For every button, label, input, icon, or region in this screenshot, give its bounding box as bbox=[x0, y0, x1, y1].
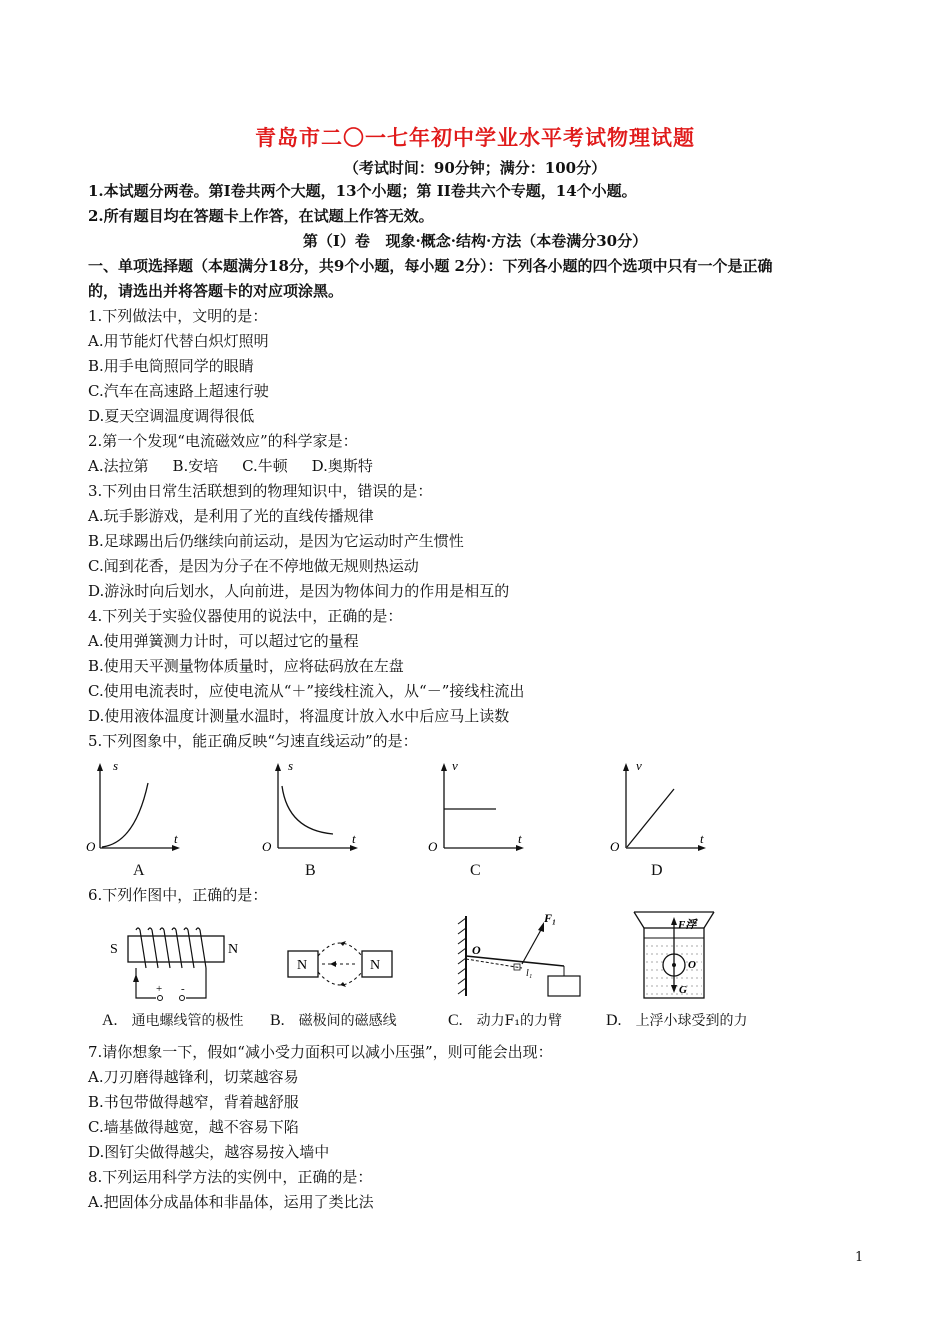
magnet-left-label: N bbox=[297, 958, 308, 973]
page-number: 1 bbox=[855, 1250, 864, 1265]
question-7-option-b: B.书包带做得越窄，背着越舒服 bbox=[88, 1093, 299, 1111]
question-7-option-d: D.图钉尖做得越尖，越容易按入墙中 bbox=[88, 1143, 330, 1161]
figure-d-text: 上浮小球受到的力 bbox=[635, 1013, 748, 1029]
figure-c-caption bbox=[448, 1010, 562, 1030]
magnet-right-label: N bbox=[370, 958, 381, 973]
figure-ball bbox=[632, 908, 722, 1004]
question-1-stem: 1.下列做法中，文明的是： bbox=[88, 307, 268, 325]
part-one-instructions-2: 的，请选出并将答题卡的对应项涂黑。 bbox=[88, 282, 344, 300]
question-1-option-b: B.用手电筒照同学的眼睛 bbox=[88, 357, 254, 375]
graph-c-x-label: t bbox=[518, 831, 522, 846]
graph-a-origin: O bbox=[86, 839, 96, 854]
note-2: 2.所有题目均在答题卡上作答，在试题上作答无效。 bbox=[88, 207, 434, 225]
question-3-option-a: A.玩手影游戏，是利用了光的直线传播规律 bbox=[88, 507, 374, 525]
graph-c bbox=[424, 758, 544, 858]
figure-b-caption bbox=[270, 1010, 397, 1030]
ball-buoyancy-label: F浮 bbox=[678, 919, 697, 931]
question-4-option-c: C.使用电流表时，应使电流从“＋”接线柱流入，从“－”接线柱流出 bbox=[88, 682, 525, 700]
figure-lever bbox=[452, 908, 592, 1004]
question-1-option-c: C.汽车在高速路上超速行驶 bbox=[88, 382, 269, 400]
part-one-instructions-1: 一、单项选择题（本题满分18分，共9个小题，每小题 2分）：下列各小题的四个选项中只有一个是正确 bbox=[88, 257, 773, 275]
graph-b-y-label: s bbox=[288, 758, 294, 773]
figure-a-caption bbox=[102, 1010, 244, 1030]
question-1-option-d: D.夏天空调温度调得很低 bbox=[88, 407, 255, 425]
note-1: 1.本试题分两卷。第Ⅰ卷共两个大题，13个小题；第 II卷共六个专题，14个小题。 bbox=[88, 182, 637, 200]
graph-d-x-label: t bbox=[700, 831, 704, 846]
question-3-option-c: C.闻到花香，是因为分子在不停地做无规则热运动 bbox=[88, 557, 419, 575]
figure-d-letter: D. bbox=[606, 1012, 622, 1029]
graph-b-curve bbox=[282, 786, 333, 834]
question-1-option-a: A.用节能灯代替白炽灯照明 bbox=[88, 332, 269, 350]
question-4-stem: 4.下列关于实验仪器使用的说法中，正确的是： bbox=[88, 607, 403, 625]
graph-c-letter: C bbox=[470, 862, 481, 879]
solenoid-s-label: S bbox=[110, 942, 118, 957]
page-title: 青岛市二〇一七年初中学业水平考试物理试题 bbox=[255, 126, 695, 150]
question-6-stem: 6.下列作图中，正确的是： bbox=[88, 886, 268, 904]
question-8-stem: 8.下列运用科学方法的实例中，正确的是： bbox=[88, 1168, 373, 1186]
graph-b-x-label: t bbox=[352, 831, 356, 846]
lever-force-label: F₁ bbox=[544, 911, 557, 925]
graph-a bbox=[80, 758, 200, 858]
question-7-stem: 7.请你想象一下，假如“减小受力面积可以减小压强”，则可能会出现： bbox=[88, 1043, 553, 1061]
graph-d bbox=[606, 758, 726, 858]
figure-c-text: 动力F₁的力臂 bbox=[476, 1013, 562, 1029]
graph-a-x-label: t bbox=[174, 831, 178, 846]
graph-b bbox=[258, 758, 378, 858]
graph-a-y-label: s bbox=[113, 758, 119, 773]
figure-a-letter: A. bbox=[102, 1012, 118, 1029]
question-7-option-a: A.刀刃磨得越锋利，切菜越容易 bbox=[88, 1068, 299, 1086]
graph-d-y-label: v bbox=[636, 758, 642, 773]
figure-b-letter: B. bbox=[270, 1012, 285, 1029]
figure-b-text: 磁极间的磁感线 bbox=[298, 1013, 397, 1029]
figure-solenoid bbox=[106, 922, 246, 1004]
exam-info: （考试时间：90分钟；满分：100分） bbox=[343, 159, 607, 177]
ball-center-label: O bbox=[688, 959, 696, 971]
question-2-stem: 2.第一个发现“电流磁效应”的科学家是： bbox=[88, 432, 358, 450]
graph-c-origin: O bbox=[428, 839, 438, 854]
figure-d-caption bbox=[606, 1010, 748, 1030]
graph-b-letter: B bbox=[305, 862, 316, 879]
solenoid-plus-label: + bbox=[156, 983, 163, 995]
question-3-option-d: D.游泳时向后划水，人向前进，是因为物体间力的作用是相互的 bbox=[88, 582, 510, 600]
figure-c-letter: C. bbox=[448, 1012, 463, 1029]
question-8-option-a: A.把固体分成晶体和非晶体，运用了类比法 bbox=[88, 1193, 374, 1211]
figure-magnets bbox=[282, 928, 402, 998]
question-3-stem: 3.下列由日常生活联想到的物理知识中，错误的是： bbox=[88, 482, 433, 500]
figure-a-text: 通电螺线管的极性 bbox=[131, 1013, 244, 1029]
section-heading: 第（I）卷 现象·概念·结构·方法（本卷满分30分） bbox=[302, 232, 648, 250]
solenoid-minus-label: - bbox=[181, 983, 185, 995]
graph-a-curve bbox=[102, 783, 148, 847]
graph-d-origin: O bbox=[610, 839, 620, 854]
solenoid-n-label: N bbox=[228, 942, 239, 957]
question-3-option-b: B.足球踢出后仍继续向前运动，是因为它运动时产生惯性 bbox=[88, 532, 464, 550]
question-4-option-d: D.使用液体温度计测量水温时，将温度计放入水中后应马上读数 bbox=[88, 707, 510, 725]
lever-pivot-label: O bbox=[472, 943, 481, 957]
lever-arm-label: l₁ bbox=[526, 968, 533, 979]
graph-a-letter: A bbox=[133, 862, 145, 879]
question-7-option-c: C.墙基做得越宽，越不容易下陷 bbox=[88, 1118, 299, 1136]
question-2-options: A.法拉第 B.安培 C.牛顿 D.奥斯特 bbox=[88, 457, 373, 475]
graph-c-y-label: v bbox=[452, 758, 458, 773]
graph-d-line bbox=[627, 789, 674, 847]
question-4-option-a: A.使用弹簧测力计时，可以超过它的量程 bbox=[88, 632, 359, 650]
question-4-option-b: B.使用天平测量物体质量时，应将砝码放在左盘 bbox=[88, 657, 404, 675]
ball-gravity-label: G bbox=[679, 984, 687, 996]
graph-d-letter: D bbox=[651, 862, 663, 879]
question-5-stem: 5.下列图象中，能正确反映“匀速直线运动”的是： bbox=[88, 732, 418, 750]
graph-b-origin: O bbox=[262, 839, 272, 854]
